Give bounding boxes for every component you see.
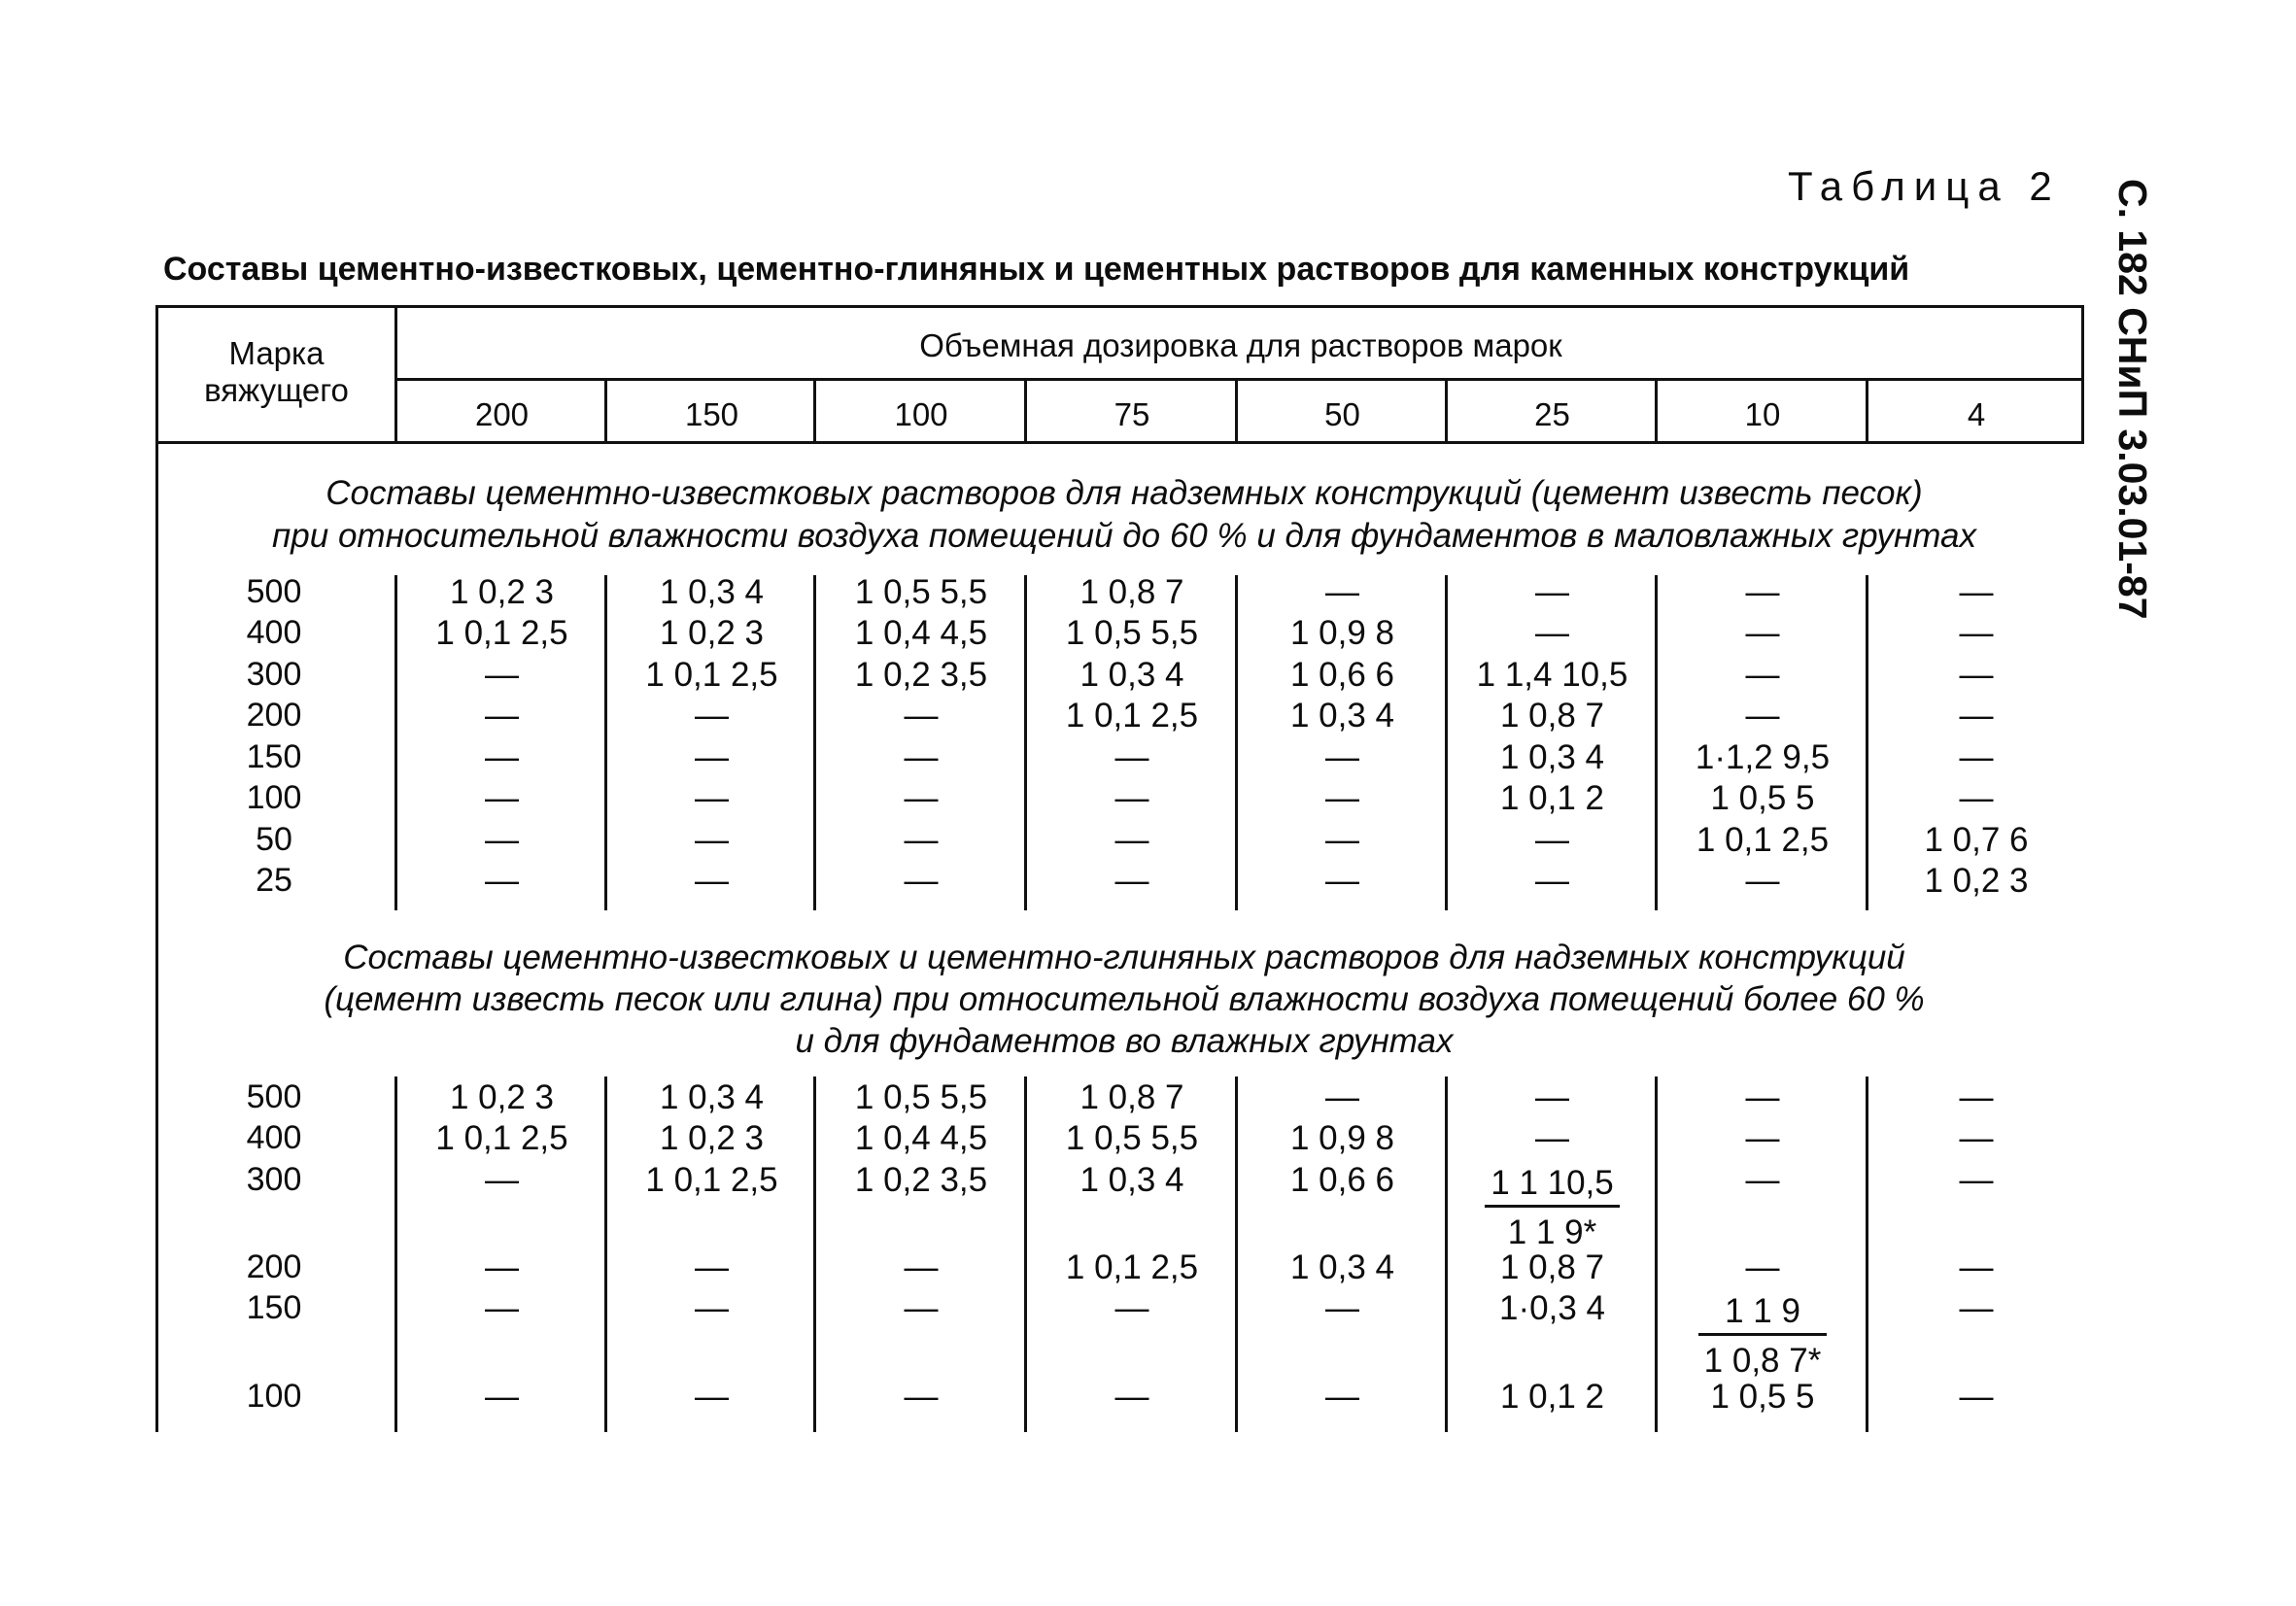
grade-header-4: 4 (1967, 396, 1986, 432)
table-cell: — (1959, 1161, 1994, 1199)
table-cell: 1 0,1 2,5 (1696, 821, 1830, 859)
binder-grade: 100 (246, 1378, 302, 1415)
table-cell: — (1959, 1078, 1994, 1116)
table-cell: 1 0,3 4 (1079, 1161, 1184, 1199)
binder-grade: 100 (246, 779, 302, 816)
table-cell: — (904, 779, 939, 817)
table-cell: — (485, 779, 519, 817)
table-cell: 1 0,1 2 (1499, 1378, 1605, 1416)
table-cell: — (1745, 573, 1780, 611)
table-cell: 1 0,1 2,5 (1065, 697, 1199, 735)
table-cell: — (1745, 1078, 1780, 1116)
table-cell: — (1959, 738, 1994, 776)
page-identifier: С. 182 СНиП 3.03.01-87 (2110, 179, 2155, 620)
binder-grade: 400 (246, 614, 302, 651)
table-title: Составы цементно-известковых, цементно-глиняных и цементных растворов для каменных конструкций (163, 251, 1910, 288)
table-cell: — (1959, 697, 1994, 735)
table-cell: — (1325, 738, 1359, 776)
grade-header-150: 150 (684, 396, 739, 432)
table-cell: — (1114, 1378, 1149, 1416)
binder-grade: 150 (246, 738, 302, 775)
grade-header-200: 200 (474, 396, 530, 432)
table-cell: — (695, 821, 729, 859)
table-cell: 1 0,5 5,5 (1065, 1119, 1199, 1157)
table-cell: — (485, 697, 519, 735)
table-cell: 1 0,8 7 (1499, 697, 1605, 735)
fraction-denominator: 1 0,8 7* (1703, 1342, 1822, 1380)
table-cell: 1 0,1 2,5 (435, 614, 568, 652)
table-cell: 1 0,5 5 (1710, 779, 1815, 817)
table-cell: — (1325, 1378, 1359, 1416)
header-bottom-border (155, 441, 2084, 444)
table-cell: — (1959, 1378, 1994, 1416)
fraction-cell-300-25 (1448, 1164, 1657, 1252)
table-cell: — (695, 862, 729, 900)
table-cell: 1 0,5 5,5 (854, 573, 988, 611)
binder-header (158, 335, 394, 409)
table-cell: 1 0,7 6 (1924, 821, 2029, 859)
table-cell: 1 0,3 4 (1289, 1248, 1395, 1286)
binder-grade: 200 (246, 1248, 302, 1285)
table-cell: 1 0,3 4 (659, 573, 765, 611)
table-cell: 1 0,1 2,5 (645, 1161, 778, 1199)
table-cell: 1 0,2 3 (1924, 862, 2029, 900)
table-cell: 1 0,2 3 (659, 614, 765, 652)
binder-header-line2: вяжущего (204, 372, 349, 408)
table-cell: — (1114, 862, 1149, 900)
table-cell: 1 0,6 6 (1289, 1161, 1395, 1199)
table-cell: 1 0,4 4,5 (854, 614, 988, 652)
binder-grade: 400 (246, 1119, 302, 1156)
binder-grade: 25 (256, 862, 292, 899)
table-cell: — (1745, 614, 1780, 652)
table-cell: 1 0,8 7 (1079, 573, 1184, 611)
fraction (1698, 1292, 1828, 1381)
dosage-header: Объемная дозировка для растворов марок (919, 327, 1562, 363)
dosage-divider (395, 378, 2084, 381)
table-cell: — (904, 738, 939, 776)
table-cell: — (1959, 779, 1994, 817)
table-cell: — (695, 1378, 729, 1416)
table-cell: — (1114, 1289, 1149, 1327)
table-cell: 1 0,1 2,5 (435, 1119, 568, 1157)
table-cell: 1 0,1 2,5 (645, 656, 778, 694)
table-cell: 1 0,3 4 (1079, 656, 1184, 694)
table-cell: — (1325, 1289, 1359, 1327)
table-cell: — (485, 821, 519, 859)
table-cell: — (695, 1289, 729, 1327)
table-cell: 1 0,3 4 (1289, 697, 1395, 735)
table-cell: — (1325, 821, 1359, 859)
grade-header-100: 100 (894, 396, 948, 432)
table-cell: — (1745, 1248, 1780, 1286)
body-left-border (155, 441, 158, 1432)
table-cell: — (1959, 656, 1994, 694)
table-cell: — (1959, 614, 1994, 652)
binder-grade: 300 (246, 656, 302, 693)
binder-grade: 300 (246, 1161, 302, 1198)
table-cell: — (1745, 697, 1780, 735)
fraction (1485, 1164, 1620, 1252)
table-cell: — (1325, 862, 1359, 900)
binder-grade: 500 (246, 1078, 302, 1115)
binder-grade: 200 (246, 697, 302, 734)
table-cell: 1 0,5 5,5 (854, 1078, 988, 1116)
section2-caption-line2: (цемент известь песок или глина) при относительной влажности воздуха помещений более 60 % (324, 980, 1925, 1018)
table-cell: 1 1,4 10,5 (1476, 656, 1628, 694)
table-cell: — (485, 1161, 519, 1199)
table-cell: — (1745, 656, 1780, 694)
table-cell: — (1959, 573, 1994, 611)
section2-caption-line3: и для фундаментов во влажных грунтах (795, 1022, 1454, 1060)
table-cell: 1 0,3 4 (1499, 738, 1605, 776)
table-cell: — (485, 862, 519, 900)
table-cell: 1 0,1 2,5 (1065, 1248, 1199, 1286)
table-cell: 1 0,2 3 (449, 573, 555, 611)
table-cell: — (904, 821, 939, 859)
table-cell: — (1114, 821, 1149, 859)
table-cell: — (1535, 614, 1569, 652)
table-cell: — (1535, 1078, 1569, 1116)
table-cell: 1 0,1 2 (1499, 779, 1605, 817)
grade-header-25: 25 (1534, 396, 1570, 432)
table-label: Таблица 2 (1788, 163, 2061, 209)
table-cell: 1·0,3 4 (1499, 1289, 1605, 1327)
table-cell: — (904, 1378, 939, 1416)
section1-caption-line2: при относительной влажности воздуха помещений до 60 % и для фундаментов в маловлажных грунтах (272, 517, 1976, 555)
table-cell: 1 0,6 6 (1289, 656, 1395, 694)
table-cell: 1 0,3 4 (659, 1078, 765, 1116)
fraction-numerator: 1 1 10,5 (1485, 1164, 1620, 1208)
table-cell: 1 0,8 7 (1079, 1078, 1184, 1116)
fraction-cell-150-10 (1658, 1292, 1868, 1381)
table-cell: 1 0,5 5,5 (1065, 614, 1199, 652)
table-cell: 1 0,4 4,5 (854, 1119, 988, 1157)
table-cell: — (485, 656, 519, 694)
table-cell: — (485, 1378, 519, 1416)
binder-grade: 50 (256, 821, 292, 858)
grade-header-75: 75 (1114, 396, 1150, 432)
table-cell: — (904, 862, 939, 900)
table-cell: — (1325, 1078, 1359, 1116)
table-cell: — (1535, 1119, 1569, 1157)
binder-grade: 500 (246, 573, 302, 610)
table-cell: — (1325, 573, 1359, 611)
table-cell: — (1114, 738, 1149, 776)
table-cell: — (1959, 1248, 1994, 1286)
table-cell: 1 0,2 3 (449, 1078, 555, 1116)
table-cell: — (1959, 1119, 1994, 1157)
binder-grade: 150 (246, 1289, 302, 1326)
table-cell: — (695, 697, 729, 735)
table-cell: — (1745, 862, 1780, 900)
table-cell: — (904, 1289, 939, 1327)
fraction-numerator: 1 1 9 (1698, 1292, 1828, 1336)
table-cell: 1 0,9 8 (1289, 1119, 1395, 1157)
table-cell: — (1535, 862, 1569, 900)
table-cell: — (1325, 779, 1359, 817)
binder-header-line1: Марка (228, 335, 325, 371)
table-cell: 1 0,9 8 (1289, 614, 1395, 652)
table-cell: — (695, 1248, 729, 1286)
table-cell: 1 0,5 5 (1710, 1378, 1815, 1416)
table-cell: — (485, 738, 519, 776)
section1-caption-line1: Составы цементно-известковых растворов для надземных конструкций (цемент известь песок) (326, 474, 1923, 512)
table-cell: — (1535, 821, 1569, 859)
section2-caption-line1: Составы цементно-известковых и цементно-глиняных растворов для надземных конструкций (343, 939, 1905, 976)
table-cell: — (485, 1248, 519, 1286)
grade-header-50: 50 (1324, 396, 1360, 432)
fraction-denominator: 1 1 9* (1507, 1213, 1597, 1251)
table-cell: 1 0,2 3,5 (854, 656, 988, 694)
table-cell: — (1745, 1161, 1780, 1199)
table-cell: — (904, 697, 939, 735)
table-cell: 1·1,2 9,5 (1695, 738, 1831, 776)
grade-header-10: 10 (1744, 396, 1781, 432)
table-cell: 1 0,2 3 (659, 1119, 765, 1157)
table-cell: 1 0,2 3,5 (854, 1161, 988, 1199)
table-cell: — (1745, 1119, 1780, 1157)
table-cell: — (485, 1289, 519, 1327)
table-cell: 1 0,8 7 (1499, 1248, 1605, 1286)
table-cell: — (695, 738, 729, 776)
table-cell: — (1959, 1289, 1994, 1327)
table-cell: — (1114, 779, 1149, 817)
table-cell: — (904, 1248, 939, 1286)
table-cell: — (695, 779, 729, 817)
table-cell: — (1535, 573, 1569, 611)
table-top-border (155, 305, 2084, 308)
